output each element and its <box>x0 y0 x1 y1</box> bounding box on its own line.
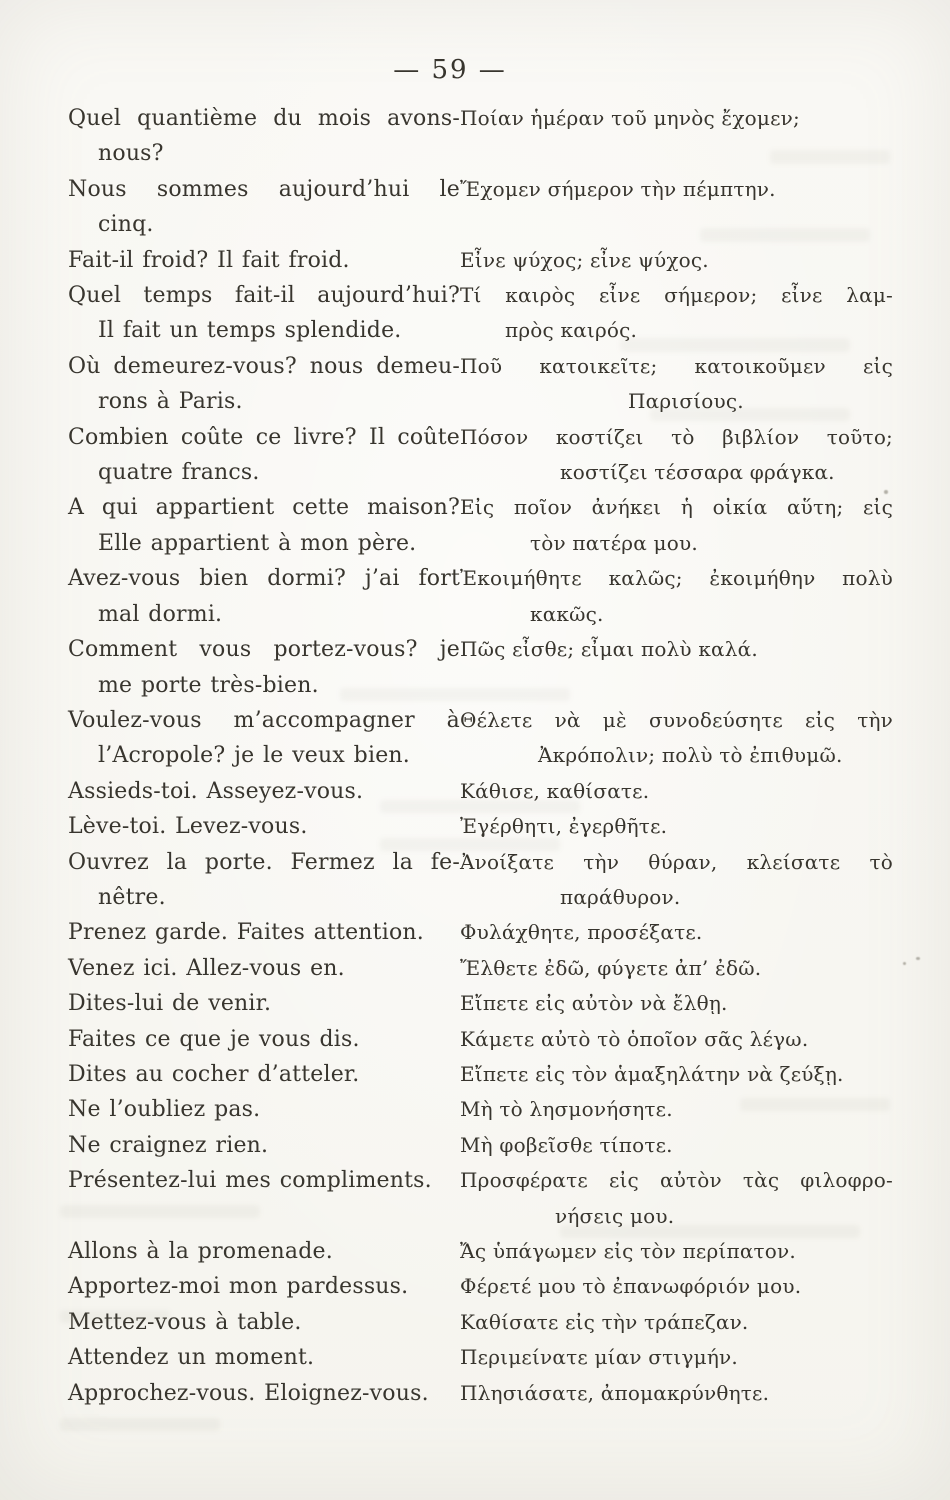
phrase-line: Dites-lui de venir. <box>68 991 272 1017</box>
phrase-row <box>68 1163 893 1234</box>
phrase-line: Venez ici. Allez-vous en. <box>68 955 345 981</box>
french-phrase <box>68 1305 460 1340</box>
phrase-row <box>68 101 893 172</box>
french-phrase <box>68 951 460 986</box>
phrase-line: Voulez-vous m’accompagner à <box>68 707 460 733</box>
phrase-line-continuation: l’Acropole? je le veux bien. <box>98 743 410 769</box>
phrase-line-continuation: me porte très-bien. <box>98 672 319 698</box>
phrase-line: Assieds-toi. Asseyez-vous. <box>68 778 364 804</box>
french-phrase <box>68 809 460 844</box>
phrase-table <box>68 101 893 1411</box>
phrase-row <box>68 1128 893 1163</box>
french-phrase <box>68 1163 460 1198</box>
phrase-line: Θέλετε νὰ μὲ συνοδεύσητε εἰς τὴν <box>460 707 893 732</box>
phrase-line: Εἴπετε εἰς τὸν ἁμαξηλάτην νὰ ζεύξῃ. <box>460 1061 844 1086</box>
greek-phrase <box>460 1128 893 1163</box>
greek-phrase <box>460 101 893 136</box>
greek-phrase <box>460 774 893 809</box>
french-phrase <box>68 490 460 561</box>
french-phrase <box>68 349 460 420</box>
phrase-line-continuation: παράθυρον. <box>560 884 681 909</box>
phrase-line-continuation: rons à Paris. <box>98 389 243 415</box>
french-phrase <box>68 101 460 172</box>
phrase-row <box>68 172 893 243</box>
phrase-line: Approchez-vous. Eloignez-vous. <box>68 1380 429 1406</box>
phrase-line: Ποῦ κατοικεῖτε; κατοικοῦμεν εἰς <box>460 353 893 378</box>
phrase-line: Quel temps fait-il aujourd’hui? <box>68 283 460 309</box>
french-phrase <box>68 1022 460 1057</box>
phrase-line-continuation: κοστίζει τέσσαρα φράγκα. <box>560 460 835 485</box>
phrase-line: Πόσον κοστίζει τὸ βιβλίον τοῦτο; <box>460 424 893 449</box>
french-phrase <box>68 1234 460 1269</box>
phrase-line-continuation: mal dormi. <box>98 601 223 627</box>
phrase-row <box>68 986 893 1021</box>
greek-phrase <box>460 1305 893 1340</box>
french-phrase <box>68 561 460 632</box>
phrase-line: Apportez-moi mon pardessus. <box>68 1274 409 1300</box>
french-phrase <box>68 703 460 774</box>
bleedthrough-artifact <box>60 1418 220 1431</box>
french-phrase <box>68 1376 460 1411</box>
phrase-line: Πλησιάσατε, ἀπομακρύνθητε. <box>460 1380 770 1405</box>
french-phrase <box>68 1057 460 1092</box>
phrase-line: Κάμετε αὐτὸ τὸ ὁποῖον σᾶς λέγω. <box>460 1026 809 1051</box>
greek-phrase <box>460 915 893 950</box>
phrase-row <box>68 420 893 491</box>
phrase-line: Fait-il froid? Il fait froid. <box>68 247 350 273</box>
phrase-line: Πῶς εἶσθε; εἶμαι πολὺ καλά. <box>460 637 758 662</box>
phrase-line: Présentez-lui mes compliments. <box>68 1168 432 1194</box>
phrase-line-continuation: Elle appartient à mon père. <box>98 530 417 556</box>
phrase-line: Ποίαν ἡμέραν τοῦ μηνὸς ἔχομεν; <box>460 106 800 130</box>
paper-speck <box>903 962 906 965</box>
phrase-row <box>68 490 893 561</box>
paper-speck <box>916 957 920 960</box>
greek-phrase <box>460 1340 893 1375</box>
french-phrase <box>68 915 460 950</box>
french-phrase <box>68 845 460 916</box>
greek-phrase <box>460 420 893 491</box>
phrase-row <box>68 1305 893 1340</box>
phrase-line: Εἴπετε εἰς αὐτὸν νὰ ἔλθῃ. <box>460 991 728 1016</box>
greek-phrase <box>460 809 893 844</box>
phrase-row <box>68 845 893 916</box>
phrase-row <box>68 1057 893 1092</box>
greek-phrase <box>460 632 893 667</box>
french-phrase <box>68 986 460 1021</box>
phrase-line-continuation: τὸν πατέρα μου. <box>530 530 698 555</box>
phrase-line: Προσφέρατε εἰς αὐτὸν τὰς φιλοφρο- <box>460 1168 893 1193</box>
greek-phrase <box>460 1163 893 1234</box>
greek-phrase <box>460 1022 893 1057</box>
phrase-line: Φυλάχθητε, προσέξατε. <box>460 920 703 945</box>
phrase-line: Ne l’oubliez pas. <box>68 1097 261 1123</box>
greek-phrase <box>460 1057 893 1092</box>
greek-phrase <box>460 1092 893 1127</box>
phrase-line-continuation: πρὸς καιρός. <box>505 318 638 343</box>
phrase-row <box>68 1092 893 1127</box>
french-phrase <box>68 632 460 703</box>
phrase-line: Εἰς ποῖον ἀνήκει ἡ οἰκία αὕτη; εἰς <box>460 495 893 520</box>
french-phrase <box>68 774 460 809</box>
phrase-line: Μὴ φοβεῖσθε τίποτε. <box>460 1132 673 1157</box>
greek-phrase <box>460 951 893 986</box>
phrase-row <box>68 349 893 420</box>
phrase-line: Τί καιρὸς εἶνε σήμερον; εἶνε λαμ- <box>460 283 893 308</box>
phrase-row <box>68 1234 893 1269</box>
phrase-line: Ἔχομεν σήμερον τὴν πέμπτην. <box>460 176 776 201</box>
phrase-row <box>68 774 893 809</box>
phrase-row <box>68 243 893 278</box>
french-phrase <box>68 1269 460 1304</box>
phrase-row <box>68 561 893 632</box>
phrase-line-continuation: nous? <box>98 141 164 167</box>
greek-phrase <box>460 278 893 349</box>
french-phrase <box>68 243 460 278</box>
greek-phrase <box>460 172 893 207</box>
phrase-line: Où demeurez-vous? nous demeu- <box>68 353 460 379</box>
french-phrase <box>68 1128 460 1163</box>
phrase-row <box>68 809 893 844</box>
phrase-row <box>68 951 893 986</box>
phrase-line: Prenez garde. Faites attention. <box>68 920 424 946</box>
phrase-line-continuation: νήσεις μου. <box>555 1203 675 1228</box>
phrase-line-continuation: cinq. <box>98 212 154 238</box>
phrase-line: Κάθισε, καθίσατε. <box>460 778 650 803</box>
phrase-row <box>68 1022 893 1057</box>
phrase-line: A qui appartient cette maison? <box>68 495 460 521</box>
phrase-row <box>68 278 893 349</box>
greek-phrase <box>460 1376 893 1411</box>
phrase-line: Ἄς ὑπάγωμεν εἰς τὸν περίπατον. <box>460 1239 796 1263</box>
greek-phrase <box>460 243 893 278</box>
phrase-line: Attendez un moment. <box>68 1345 315 1371</box>
phrase-line: Allons à la promenade. <box>68 1239 333 1264</box>
greek-phrase <box>460 1234 893 1269</box>
phrase-line: Quel quantième du mois avons- <box>68 106 460 131</box>
greek-phrase <box>460 703 893 774</box>
phrase-line: Περιμείνατε μίαν στιγμήν. <box>460 1345 738 1370</box>
phrase-row <box>68 1269 893 1304</box>
phrase-line: Avez-vous bien dormi? j’ai fort <box>68 566 460 592</box>
phrase-line: Ἐκοιμήθητε καλῶς; ἐκοιμήθην πολὺ <box>460 566 893 591</box>
french-phrase <box>68 172 460 243</box>
phrase-row <box>68 915 893 950</box>
phrase-line: Dites au cocher d’atteler. <box>68 1061 360 1087</box>
phrase-row <box>68 703 893 774</box>
phrase-line: Καθίσατε εἰς τὴν τράπεζαν. <box>460 1309 749 1334</box>
phrase-line: Ouvrez la porte. Fermez la fe- <box>68 849 460 875</box>
greek-phrase <box>460 986 893 1021</box>
phrase-row <box>68 1340 893 1375</box>
phrase-line: Μὴ τὸ λησμονήσητε. <box>460 1097 673 1122</box>
greek-phrase <box>460 561 893 632</box>
phrase-line-continuation: Il fait un temps splendide. <box>98 318 402 344</box>
greek-phrase <box>460 349 893 420</box>
phrase-line: Ἐγέρθητι, ἐγερθῆτε. <box>460 814 668 839</box>
phrase-line: Faites ce que je vous dis. <box>68 1026 360 1052</box>
phrase-row <box>68 1376 893 1411</box>
french-phrase <box>68 1092 460 1127</box>
french-phrase <box>68 278 460 349</box>
phrase-row <box>68 632 893 703</box>
phrase-line-continuation: nêtre. <box>98 884 166 910</box>
french-phrase <box>68 1340 460 1375</box>
phrase-line: Φέρετέ μου τὸ ἐπανωφόριόν μου. <box>460 1274 802 1299</box>
phrase-line: Comment vous portez-vous? je <box>68 637 460 663</box>
phrase-line: Ἔλθετε ἐδῶ, φύγετε ἀπ’ ἐδῶ. <box>460 955 762 980</box>
greek-phrase <box>460 845 893 916</box>
phrase-line: Combien coûte ce livre? Il coûte <box>68 424 460 450</box>
phrase-line-continuation: Ἀκρόπολιν; πολὺ τὸ ἐπιθυμῶ. <box>538 743 843 768</box>
phrase-line-continuation: κακῶς. <box>530 601 604 626</box>
phrase-line: Εἶνε ψύχος; εἶνε ψύχος. <box>460 247 709 272</box>
phrase-line: Ἀνοίξατε τὴν θύραν, κλείσατε τὸ <box>460 849 893 874</box>
phrase-line-continuation: Παρισίους. <box>628 389 744 414</box>
french-phrase <box>68 420 460 491</box>
greek-phrase <box>460 1269 893 1304</box>
phrase-line: Ne craignez rien. <box>68 1132 269 1158</box>
page-number: — 59 — <box>393 55 507 85</box>
phrase-line-continuation: quatre francs. <box>98 460 260 486</box>
phrase-line: Mettez-vous à table. <box>68 1309 302 1335</box>
greek-phrase <box>460 490 893 561</box>
phrase-line: Lève-toi. Levez-vous. <box>68 814 308 840</box>
phrase-line: Nous sommes aujourd’hui le <box>68 176 460 202</box>
